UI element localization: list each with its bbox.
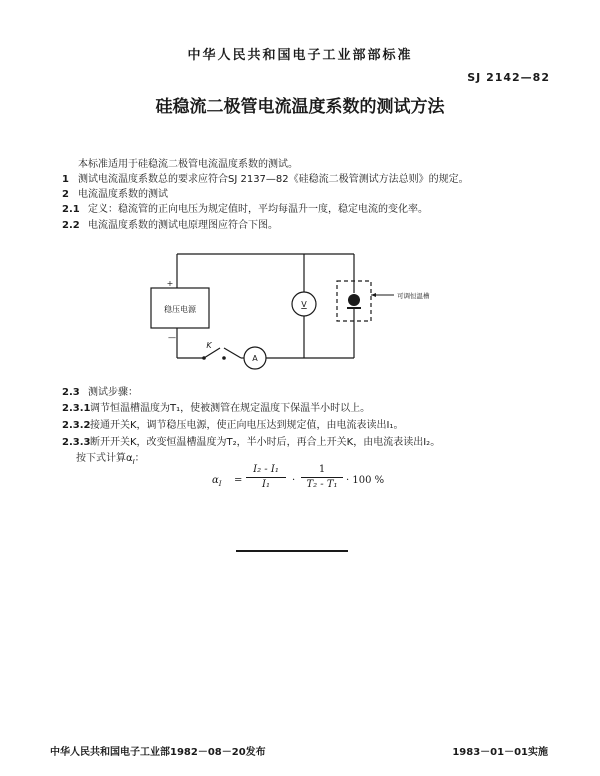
formula-lhs — [212, 475, 222, 488]
ammeter-label: A — [252, 354, 258, 363]
step-2-3-2-text: 接通开关K，调节稳压电源，使正向电压达到规定值，由电流表读出I₁。 — [90, 420, 404, 431]
supply-positive-terminal: + — [166, 279, 174, 288]
calculation-colon: ： — [134, 453, 145, 464]
section-2-3-text: 测试步骤： — [88, 387, 138, 398]
switch-label: K — [206, 341, 212, 350]
issuing-organization: 中华人民共和国电子工业部部标准 — [187, 48, 413, 63]
thermostat-label: 可调恒温槽 — [397, 292, 430, 300]
calculation-subscript: I — [132, 458, 135, 466]
section-2-2-text: 电流温度系数的测试电原理图应符合下图。 — [88, 220, 278, 231]
section-2-3-number: 2.3 — [62, 387, 80, 398]
formula-alpha-subscript: I — [218, 480, 222, 488]
issue-date: 中华人民共和国电子工业部1982－08－20发布 — [50, 747, 266, 758]
formula-denominator-2: T₂ - T₁ — [301, 477, 343, 490]
formula-percent-factor: · 100 % — [346, 475, 385, 486]
step-2-3-3-number: 2.3.3 — [62, 437, 91, 448]
formula-denominator-1: I₁ — [246, 477, 286, 490]
formula-numerator-1: I₂ - I₁ — [253, 464, 279, 475]
step-2-3-1-number: 2.3.1 — [62, 403, 91, 414]
section-1-number: 1 — [62, 174, 69, 185]
effective-date: 1983－01－01实施 — [452, 747, 548, 758]
step-2-3-3-text: 断开开关K，改变恒温槽温度为T₂，半小时后，再合上开关K，由电流表读出I₂。 — [90, 437, 441, 448]
section-2-1-number: 2.1 — [62, 204, 80, 215]
formula-fraction-1 — [246, 464, 286, 490]
document-title: 硅稳流二极管电流温度系数的测试方法 — [155, 97, 445, 117]
section-2-2-number: 2.2 — [62, 220, 80, 231]
section-1-text: 测试电流温度系数总的要求应符合SJ 2137—82《硅稳流二极管测试方法总则》的规定。 — [78, 174, 469, 185]
power-supply-label: 稳压电源 — [164, 305, 196, 314]
supply-negative-terminal: — — [168, 333, 176, 342]
intro-paragraph: 本标准适用于硅稳流二极管电流温度系数的测试。 — [78, 159, 298, 170]
step-2-3-1-text: 调节恒温槽温度为T₁，使被测管在规定温度下保温半小时以上。 — [90, 403, 371, 414]
section-2-number: 2 — [62, 189, 69, 200]
calculation-text: 按下式计算α — [76, 453, 133, 464]
formula-equals: = — [234, 475, 243, 486]
step-2-3-2-number: 2.3.2 — [62, 420, 91, 431]
formula-fraction-2 — [301, 464, 343, 490]
section-2-text: 电流温度系数的测试 — [78, 189, 168, 200]
formula-alpha: α — [212, 475, 219, 486]
voltmeter-label: V — [301, 300, 307, 309]
standard-code: SJ 2142—82 — [467, 71, 550, 84]
end-rule — [236, 550, 348, 552]
formula-dot: · — [292, 475, 296, 486]
section-2-1-text: 定义：稳流管的正向电压为规定值时，平均每温升一度，稳定电流的变化率。 — [88, 204, 428, 215]
formula-numerator-2: 1 — [318, 464, 326, 475]
